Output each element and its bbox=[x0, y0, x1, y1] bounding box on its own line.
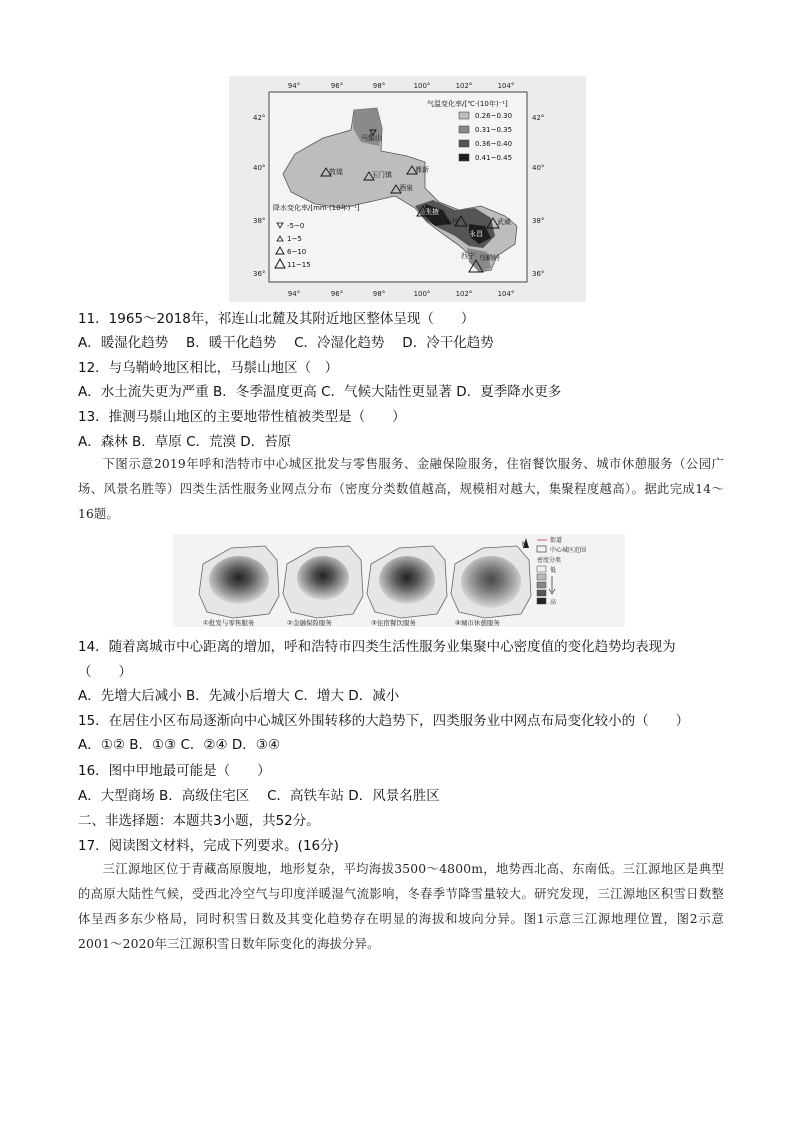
bottom-tick: 94° bbox=[287, 290, 301, 298]
panel-label: ③住宿餐饮服务 bbox=[371, 619, 416, 627]
q17-title: 17．阅读图文材料，完成下列要求。(16分) bbox=[78, 838, 339, 854]
precip-legend-label: 6~10 bbox=[287, 248, 307, 256]
q11-options: A．暖湿化趋势 B．暖干化趋势 C．冷湿化趋势 D．冷干化趋势 bbox=[78, 335, 494, 351]
temp-legend-swatch bbox=[459, 154, 469, 161]
top-tick: 96° bbox=[330, 82, 344, 90]
temp-legend-title: 气温变化率/[℃·(10年)⁻¹] bbox=[427, 100, 508, 108]
top-tick: 104° bbox=[497, 82, 515, 90]
precip-legend-label: -5~0 bbox=[287, 222, 305, 230]
legend-label: 街道 bbox=[550, 537, 563, 544]
temp-legend-label: 0.41~0.45 bbox=[475, 154, 513, 162]
legend-label: 低 bbox=[550, 567, 557, 574]
place-label: 敦煌 bbox=[329, 168, 343, 176]
temp-legend-swatch bbox=[459, 140, 469, 147]
place-label: 酒泉 bbox=[399, 184, 413, 192]
q12-stem: 12．与乌鞘岭地区相比，马鬃山地区（ ） bbox=[78, 360, 339, 376]
q14-stem: 14．随着离城市中心距离的增加，呼和浩特市四类生活性服务业集聚中心密度值的变化趋势均表现为 bbox=[78, 639, 676, 655]
place-label: 武威 bbox=[497, 218, 511, 226]
section-heading: 二、非选择题：本题共3小题，共52分。 bbox=[78, 813, 320, 829]
q14-paren: （ ） bbox=[78, 664, 132, 680]
top-tick: 100° bbox=[413, 82, 431, 90]
place-label: 鼎新 bbox=[415, 166, 429, 174]
top-tick: 98° bbox=[372, 82, 386, 90]
q16-options: A．大型商场 B．高级住宅区 C．高铁车站 D．风景名胜区 bbox=[78, 788, 440, 804]
temp-legend-swatch bbox=[459, 112, 469, 119]
q13-stem: 13．推测马鬃山地区的主要地带性植被类型是（ ） bbox=[78, 409, 406, 425]
q12-options: A．水土流失更为严重 B．冬季温度更高 C．气候大陆性更显著 D．夏季降水更多 bbox=[78, 384, 562, 400]
intro-14-16: 下图示意2019年呼和浩特市中心城区批发与零售服务、金融保险服务，住宿餐饮服务、城市休憩服务（公园广场、风景名胜等）四类生活性服务业网点分布（密度分类数值越高，规模相对越大，集聚程度越高）。据此完成14～16题。 bbox=[78, 457, 724, 521]
place-label: 张掖 bbox=[425, 208, 439, 216]
temp-legend-label: 0.26~0.30 bbox=[475, 112, 513, 120]
place-label: 山丹 bbox=[445, 218, 459, 226]
climate-change-map bbox=[229, 76, 586, 302]
q15-options: A．①② B．①③ C．②④ D．③④ bbox=[78, 737, 281, 753]
right-tick: 36° bbox=[532, 270, 545, 278]
right-tick: 40° bbox=[532, 164, 545, 172]
q13-options: A．森林 B．草原 C．荒漠 D．苔原 bbox=[78, 434, 292, 450]
left-tick: 40° bbox=[253, 164, 266, 172]
q17-material: 三江源地区位于青藏高原腹地，地形复杂，平均海拔3500～4800m，地势西北高、东南低。三江源地区是典型的高原大陆性气候，受西北冷空气与印度洋暖湿气流影响，冬春季节降雪量较大。研究发现，三江源地区积雪日数整体呈西多东少格局，同时积雪日数及其变化趋势存在明显的海拔和坡向分异。图1示意三江源地理位置，图2示意2001～2020年三江源积雪日数年际变化的海拔分异。 bbox=[78, 862, 724, 951]
place-label: 玉门镇 bbox=[371, 171, 392, 179]
temp-legend-label: 0.36~0.40 bbox=[475, 140, 513, 148]
legend-label: 密度分类 bbox=[537, 557, 562, 564]
legend-label: 中心城区范围 bbox=[550, 547, 587, 554]
bottom-tick: 96° bbox=[330, 290, 344, 298]
place-label: 乌鞘岭 bbox=[479, 254, 500, 262]
temp-legend-label: 0.31~0.35 bbox=[475, 126, 513, 134]
bottom-tick: 98° bbox=[372, 290, 386, 298]
left-tick: 38° bbox=[253, 217, 266, 225]
precip-legend-label: 11~15 bbox=[287, 261, 311, 269]
service-map-svg bbox=[173, 534, 625, 627]
q11-stem: 11．1965～2018年，祁连山北麓及其附近地区整体呈现（ ） bbox=[78, 311, 475, 327]
panel-label: ①批发与零售服务 bbox=[203, 619, 255, 627]
precip-legend-label: 1~5 bbox=[287, 235, 302, 243]
left-tick: 36° bbox=[253, 270, 266, 278]
top-tick: 102° bbox=[455, 82, 473, 90]
q16-stem: 16．图中甲地最可能是（ ） bbox=[78, 763, 271, 779]
q14-options: A．先增大后减小 B．先减小后增大 C．增大 D．减小 bbox=[78, 688, 400, 704]
right-tick: 38° bbox=[532, 217, 545, 225]
bottom-tick: 104° bbox=[497, 290, 515, 298]
bottom-tick: 100° bbox=[413, 290, 431, 298]
right-tick: 42° bbox=[532, 114, 545, 122]
place-label: 永昌 bbox=[469, 230, 483, 238]
place-label: 西宁 bbox=[461, 252, 475, 260]
top-tick: 94° bbox=[287, 82, 301, 90]
climate-map-svg bbox=[229, 76, 586, 302]
svg-text:N: N bbox=[522, 541, 527, 548]
temp-legend-swatch bbox=[459, 126, 469, 133]
q15-stem: 15．在居住小区布局逐渐向中心城区外围转移的大趋势下，四类服务业中网点布局变化较小的（ ） bbox=[78, 713, 690, 729]
panel-label: ②金融保险服务 bbox=[287, 619, 332, 627]
service-distribution-map bbox=[173, 534, 625, 627]
panel-label: ④城市休憩服务 bbox=[455, 619, 500, 627]
place-label: 马鬃山 bbox=[361, 134, 382, 142]
left-tick: 42° bbox=[253, 114, 266, 122]
legend-label: 高 bbox=[550, 599, 557, 606]
bottom-tick: 102° bbox=[455, 290, 473, 298]
precip-legend-title: 降水变化率/[mm·(10年)⁻¹] bbox=[273, 204, 360, 212]
